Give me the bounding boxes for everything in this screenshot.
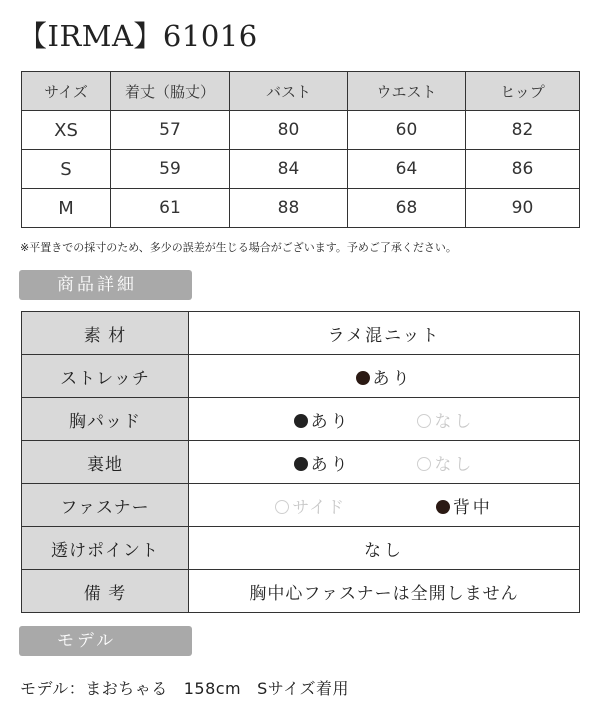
size-label: XS [22, 111, 111, 150]
fastener-off-option: サイド [292, 497, 345, 518]
table-row [22, 189, 580, 228]
detail-row-material [22, 312, 580, 355]
size-value: 88 [230, 189, 348, 228]
detail-row-remarks [22, 570, 580, 613]
size-value: 59 [111, 150, 230, 189]
pad-on-option: あり [310, 411, 351, 432]
hollow-circle-icon [417, 414, 431, 428]
lining-on-option: あり [310, 454, 351, 475]
lining-off-option: なし [434, 454, 475, 475]
size-header-bust: バスト [230, 72, 348, 111]
size-value: 57 [111, 111, 230, 150]
size-value: 64 [348, 150, 466, 189]
detail-row-fastener [22, 484, 580, 527]
pad-off-option: なし [434, 411, 475, 432]
model-name: モデル：まおちゃる [20, 679, 168, 698]
size-value: 84 [230, 150, 348, 189]
model-height: 158cm [183, 679, 242, 698]
size-header-length: 着丈（脇丈） [111, 72, 230, 111]
detail-key: 裏地 [22, 441, 189, 484]
detail-value [189, 441, 580, 484]
size-table-header-row [22, 72, 580, 111]
table-row [22, 150, 580, 189]
size-label: M [22, 189, 111, 228]
measurement-note: ※平置きでの採寸のため、多少の誤差が生じる場合がございます。予めご了承ください。 [20, 241, 457, 254]
model-section-label: モデル [57, 631, 117, 651]
fastener-on-option: 背中 [452, 497, 493, 518]
detail-value [189, 355, 580, 398]
detail-row-lining [22, 441, 580, 484]
filled-circle-icon [294, 457, 308, 471]
material-value: ラメ混ニット [327, 325, 441, 346]
detail-key: 素 材 [22, 312, 189, 355]
detail-value [189, 398, 580, 441]
model-info [20, 676, 349, 699]
detail-key: 備 考 [22, 570, 189, 613]
hollow-circle-icon [275, 500, 289, 514]
detail-row-pad [22, 398, 580, 441]
size-header-hip: ヒップ [466, 72, 580, 111]
stretch-value: あり [372, 368, 413, 389]
size-value: 60 [348, 111, 466, 150]
size-header-waist: ウエスト [348, 72, 466, 111]
detail-value [189, 484, 580, 527]
details-section-label: 商品詳細 [57, 275, 137, 295]
size-label: S [22, 150, 111, 189]
detail-key: ストレッチ [22, 355, 189, 398]
table-row [22, 111, 580, 150]
filled-circle-icon [436, 500, 450, 514]
size-value: 61 [111, 189, 230, 228]
detail-value [189, 570, 580, 613]
details-section-tab [19, 270, 192, 300]
product-title: 【IRMA】61016 [18, 19, 258, 53]
model-section-tab [19, 626, 192, 656]
hollow-circle-icon [417, 457, 431, 471]
detail-table [21, 311, 580, 613]
size-value: 86 [466, 150, 580, 189]
detail-row-see-through [22, 527, 580, 570]
filled-circle-icon [294, 414, 308, 428]
detail-value [189, 312, 580, 355]
size-value: 90 [466, 189, 580, 228]
detail-value [189, 527, 580, 570]
size-header-size: サイズ [22, 72, 111, 111]
filled-circle-icon [356, 371, 370, 385]
size-table [21, 71, 580, 228]
remarks-value: 胸中心ファスナーは全開しません [249, 583, 519, 604]
model-size: Sサイズ着用 [257, 679, 350, 698]
detail-key: 透けポイント [22, 527, 189, 570]
see-through-value: なし [364, 540, 404, 561]
size-value: 80 [230, 111, 348, 150]
detail-key: 胸パッド [22, 398, 189, 441]
size-value: 82 [466, 111, 580, 150]
detail-key: ファスナー [22, 484, 189, 527]
detail-row-stretch [22, 355, 580, 398]
size-value: 68 [348, 189, 466, 228]
